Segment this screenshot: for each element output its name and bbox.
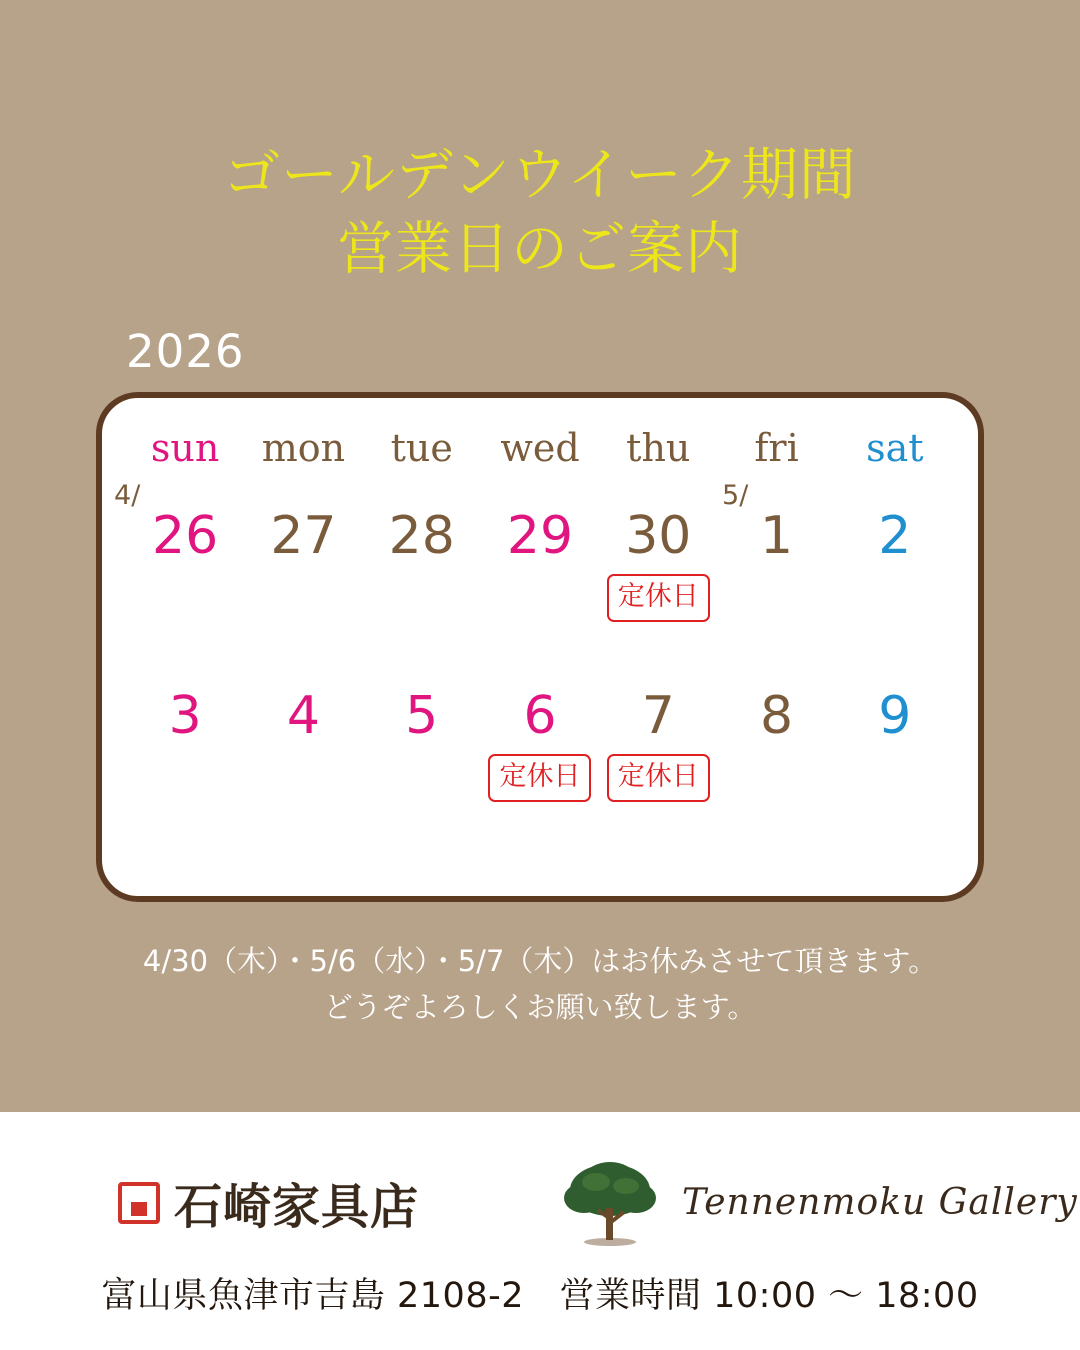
month-prefix: 5/ xyxy=(722,480,749,511)
brand-logo xyxy=(118,1168,419,1237)
closing-note-line-1: 4/30（木）・5/6（水）・5/7（木）はお休みさせて頂きます。 xyxy=(142,944,938,978)
day-number-text: 30 xyxy=(625,506,692,566)
day-number xyxy=(507,504,573,568)
calendar-grid xyxy=(102,398,978,896)
closing-note xyxy=(0,938,1080,1030)
day-number-text: 26 xyxy=(152,506,219,566)
weekday-header-fri: fri xyxy=(754,426,799,470)
day-number xyxy=(270,504,336,568)
brand-name: 石崎家具店 xyxy=(174,1179,420,1235)
day-cell xyxy=(244,498,362,678)
day-number-text: 1 xyxy=(760,506,794,566)
day-number-text: 9 xyxy=(878,686,912,746)
day-number xyxy=(169,684,202,748)
day-number xyxy=(389,504,455,568)
day-cell xyxy=(481,498,599,678)
closed-badge: 定休日 xyxy=(607,754,710,802)
day-number xyxy=(878,684,911,748)
day-number xyxy=(287,684,320,748)
day-cell xyxy=(363,498,481,678)
day-cell xyxy=(836,498,954,678)
tree-icon xyxy=(556,1156,664,1248)
day-number xyxy=(625,504,691,568)
day-number-text: 3 xyxy=(168,686,202,746)
day-number xyxy=(523,684,556,748)
weekday-header-thu: thu xyxy=(626,426,691,470)
gallery-name: Tennenmoku Gallery xyxy=(682,1181,1078,1223)
day-number-text: 4 xyxy=(286,686,320,746)
calendar-year: 2026 xyxy=(126,325,245,378)
day-cell xyxy=(126,678,244,858)
day-cell xyxy=(717,480,835,678)
closing-note-line-2: どうぞよろしくお願い致します。 xyxy=(323,990,757,1024)
weekday-header-sun: sun xyxy=(150,426,220,470)
closed-badge: 定休日 xyxy=(488,754,591,802)
weekday-header-tue: tue xyxy=(390,426,453,470)
day-number xyxy=(760,684,793,748)
day-number xyxy=(405,684,438,748)
calendar-card xyxy=(96,392,984,902)
title-line-1: ゴールデンウイーク期間 xyxy=(222,142,857,208)
weekday-header-wed: wed xyxy=(500,426,580,470)
day-number xyxy=(722,480,794,568)
day-cell xyxy=(244,678,362,858)
title-line-2: 営業日のご案内 xyxy=(337,216,743,282)
day-number-text: 6 xyxy=(523,686,557,746)
closed-badge: 定休日 xyxy=(607,574,710,622)
day-cell xyxy=(717,678,835,858)
day-cell xyxy=(599,678,717,858)
ishizaki-mark-icon xyxy=(118,1182,160,1224)
day-number-text: 7 xyxy=(641,686,675,746)
day-cell xyxy=(836,678,954,858)
page-title xyxy=(0,138,1080,286)
day-number-text: 5 xyxy=(405,686,439,746)
day-number-text: 27 xyxy=(270,506,337,566)
day-number-text: 29 xyxy=(506,506,574,566)
day-number xyxy=(642,684,675,748)
weekday-header-sat: sat xyxy=(866,426,924,470)
day-number-text: 2 xyxy=(878,506,912,566)
day-cell xyxy=(363,678,481,858)
footer-logos xyxy=(0,1168,1080,1256)
day-number xyxy=(878,504,911,568)
day-number-text: 28 xyxy=(388,506,455,566)
gallery-logo xyxy=(556,1156,1078,1248)
day-cell xyxy=(114,480,244,678)
day-cell xyxy=(599,498,717,678)
month-prefix: 4/ xyxy=(114,480,141,511)
day-number-text: 8 xyxy=(760,686,794,746)
weekday-header-mon: mon xyxy=(261,426,346,470)
day-number xyxy=(114,480,219,568)
address-and-hours: 富山県魚津市吉島 2108-2 営業時間 10:00 ～ 18:00 xyxy=(101,1276,979,1316)
day-cell xyxy=(481,678,599,858)
